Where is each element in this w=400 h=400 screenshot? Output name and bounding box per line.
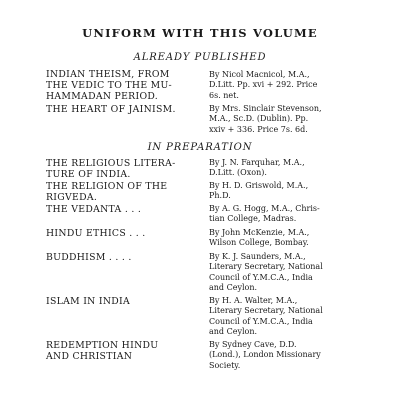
entry-author-line: D.Litt. (Oxon). — [209, 168, 267, 178]
entry-title-line: ISLAM IN INDIA — [46, 296, 131, 307]
entry-author-line: 6s. net. — [209, 90, 239, 100]
entry-author-line: By J. N. Farquhar, M.A., — [209, 158, 305, 167]
section-heading-in-preparation: IN PREPARATION — [147, 142, 253, 153]
entry-title-line: RIGVEDA. — [46, 192, 98, 203]
entry-author-line: By Sydney Cave, D.D. — [209, 340, 297, 349]
entry-title-line: AND CHRISTIAN — [46, 351, 133, 362]
entry-author-line: By K. J. Saunders, M.A., — [209, 252, 306, 261]
entry-author-line: Wilson College, Bombay. — [209, 238, 309, 248]
entry-author-line: By Mrs. Sinclair Stevenson, — [209, 104, 322, 113]
entry-title — [46, 181, 204, 203]
entry-title-line: TURE OF INDIA. — [46, 169, 131, 180]
entry-author — [209, 70, 357, 101]
entry-author-line: tian College, Madras. — [209, 214, 297, 224]
entry-author-line: xxiv + 336. Price 7s. 6d. — [209, 124, 308, 134]
entry-title — [46, 204, 204, 215]
entry-author — [209, 204, 357, 225]
entry-title — [46, 228, 204, 239]
entry-author — [209, 228, 357, 249]
entry-title-line: THE VEDANTA . . . — [46, 204, 142, 215]
entry-author-line: Council of Y.M.C.A., India — [209, 316, 313, 326]
entry-author-line: Literary Secretary, National — [209, 306, 323, 316]
entry-author-line: D.Litt. Pp. xvi + 292. Price — [209, 80, 318, 90]
entry-title-line: THE RELIGION OF THE — [46, 181, 168, 192]
entry-title-line: REDEMPTION HINDU — [46, 340, 159, 351]
entry-author-line: By H. A. Walter, M.A., — [209, 296, 298, 305]
entry-title — [46, 69, 204, 102]
entry-author-line: Council of Y.M.C.A., India — [209, 272, 313, 282]
entry-author — [209, 104, 357, 135]
page-title: UNIFORM WITH THIS VOLUME — [82, 26, 318, 40]
entry-title — [46, 104, 204, 115]
section-heading-already-published: ALREADY PUBLISHED — [133, 52, 267, 63]
entry-title-line: BUDDHISM . . . . — [46, 252, 132, 263]
entry-title — [46, 158, 204, 180]
entry-author-line: By John McKenzie, M.A., — [209, 228, 310, 237]
entry-author-line: By A. G. Hogg, M.A., Chris- — [209, 204, 320, 213]
entry-title — [46, 252, 204, 263]
entry-author-line: Ph.D. — [209, 191, 231, 201]
entry-author-line: Literary Secretary, National — [209, 262, 323, 272]
entry-author — [209, 252, 357, 293]
entry-author-line: (Lond.), London Missionary — [209, 350, 321, 360]
entry-author — [209, 158, 357, 179]
entry-author — [209, 296, 357, 337]
entry-title-line: HAMMADAN PERIOD. — [46, 91, 159, 102]
entry-title-line: THE RELIGIOUS LITERA- — [46, 158, 176, 169]
entry-title — [46, 296, 204, 307]
entry-title-line: INDIAN THEISM, FROM — [46, 69, 170, 80]
entry-author-line: M.A., Sc.D. (Dublin). Pp. — [209, 114, 309, 124]
entry-title-line: HINDU ETHICS . . . — [46, 228, 146, 239]
entry-author-line: and Ceylon. — [209, 326, 258, 336]
entry-author-line: and Ceylon. — [209, 282, 258, 292]
entry-title — [46, 340, 204, 362]
entry-title-line: THE VEDIC TO THE MU- — [46, 80, 172, 91]
entry-author — [209, 181, 357, 202]
entry-author-line: By H. D. Griswold, M.A., — [209, 181, 309, 190]
entry-author-line: By Nicol Macnicol, M.A., — [209, 70, 310, 79]
entry-author — [209, 340, 357, 371]
entry-title-line: THE HEART OF JAINISM. — [46, 104, 176, 115]
entry-author-line: Society. — [209, 360, 241, 370]
